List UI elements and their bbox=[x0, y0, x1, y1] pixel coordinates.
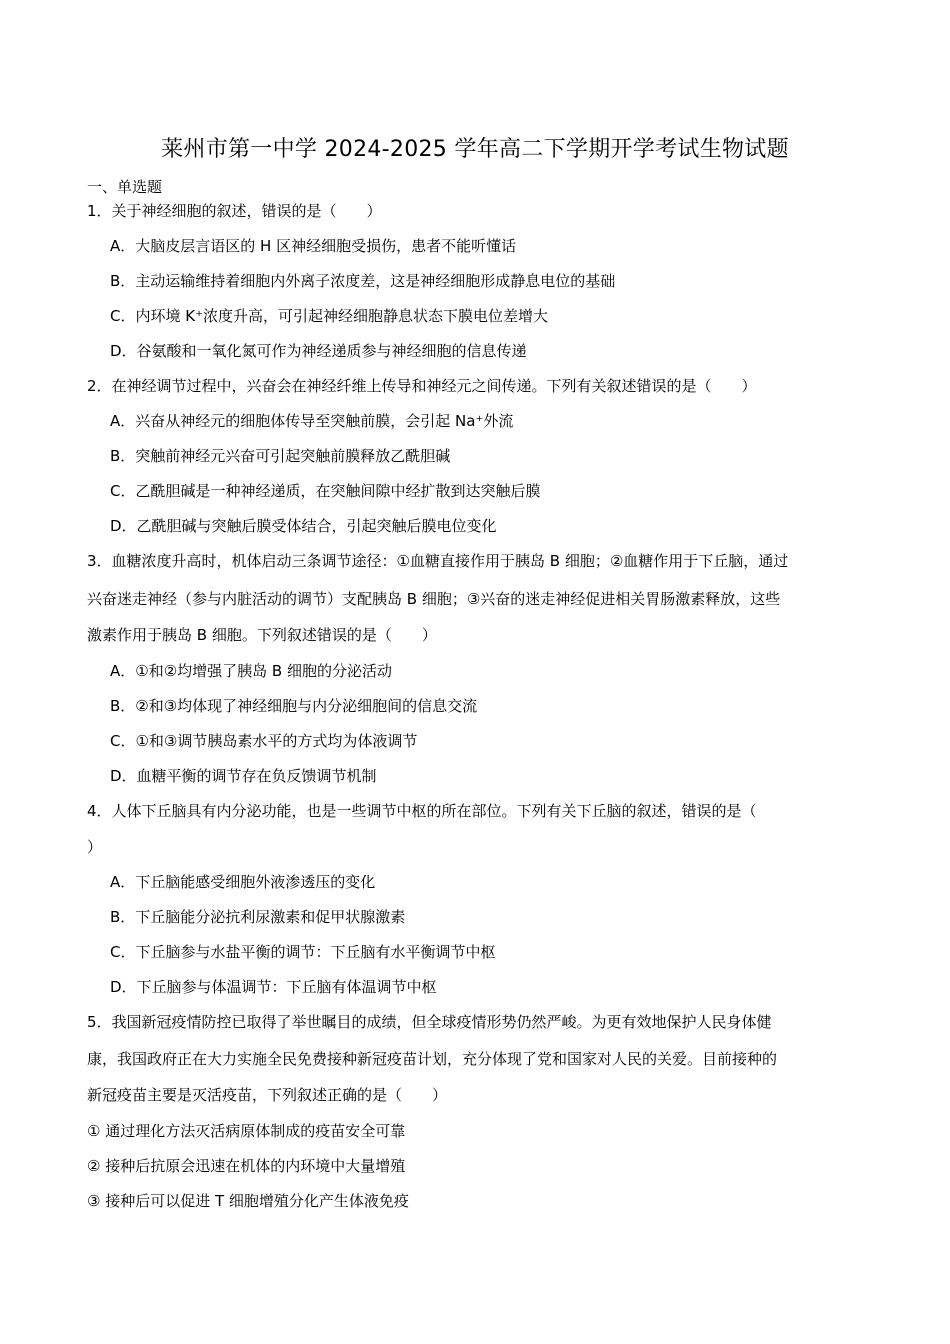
question-4-option-b: B．下丘脑能分泌抗利尿激素和促甲状腺激素 bbox=[110, 908, 406, 926]
question-2-option-a: A．兴奋从神经元的细胞体传导至突触前膜，会引起 Na⁺外流 bbox=[110, 412, 514, 430]
question-3-option-d: D．血糖平衡的调节存在负反馈调节机制 bbox=[110, 767, 377, 785]
question-1-option-c: C．内环境 K⁺浓度升高，可引起神经细胞静息状态下膜电位差增大 bbox=[110, 307, 548, 325]
question-4-option-a: A．下丘脑能感受细胞外液渗透压的变化 bbox=[110, 873, 376, 891]
question-2-option-c: C．乙酰胆碱是一种神经递质，在突触间隙中经扩散到达突触后膜 bbox=[110, 482, 541, 500]
question-1-option-a: A．大脑皮层言语区的 H 区神经细胞受损伤，患者不能听懂话 bbox=[110, 237, 517, 255]
question-4-stem-line-1: 4．人体下丘脑具有内分泌功能，也是一些调节中枢的所在部位。下列有关下丘脑的叙述，错误的是（ bbox=[87, 802, 757, 820]
question-1-stem: 1．关于神经细胞的叙述，错误的是（ ） bbox=[87, 202, 382, 220]
question-1-option-b: B．主动运输维持着细胞内外离子浓度差，这是神经细胞形成静息电位的基础 bbox=[110, 272, 616, 290]
question-2-option-b: B．突触前神经元兴奋可引起突触前膜释放乙酰胆碱 bbox=[110, 447, 451, 465]
question-3-option-b: B．②和③均体现了神经细胞与内分泌细胞间的信息交流 bbox=[110, 697, 478, 715]
question-5-stem-line-1: 5．我国新冠疫情防控已取得了举世瞩目的成绩，但全球疫情形势仍然严峻。为更有效地保护人民身体健 bbox=[87, 1013, 772, 1031]
page-title: 莱州市第一中学 2024-2025 学年高二下学期开学考试生物试题 bbox=[161, 137, 789, 162]
question-3-option-c: C．①和③调节胰岛素水平的方式均为体液调节 bbox=[110, 732, 418, 750]
question-3-option-a: A．①和②均增强了胰岛 B 细胞的分泌活动 bbox=[110, 662, 392, 680]
question-3-stem-line-3: 激素作用于胰岛 B 细胞。下列叙述错误的是（ ） bbox=[87, 626, 437, 644]
question-5-statement-3: ③ 接种后可以促进 T 细胞增殖分化产生体液免疫 bbox=[87, 1192, 409, 1210]
question-1-option-d: D．谷氨酸和一氧化氮可作为神经递质参与神经细胞的信息传递 bbox=[110, 342, 527, 360]
question-3-stem-line-2: 兴奋迷走神经（参与内脏活动的调节）支配胰岛 B 细胞；③兴奋的迷走神经促进相关胃肠激素释放，这些 bbox=[87, 590, 781, 608]
question-4-option-c: C．下丘脑参与水盐平衡的调节：下丘脑有水平衡调节中枢 bbox=[110, 943, 496, 961]
question-4-stem-line-2: ） bbox=[87, 838, 103, 856]
question-5-stem-line-3: 新冠疫苗主要是灭活疫苗，下列叙述正确的是（ ） bbox=[87, 1086, 448, 1104]
question-5-statement-1: ① 通过理化方法灭活病原体制成的疫苗安全可靠 bbox=[87, 1122, 406, 1140]
question-5-statement-2: ② 接种后抗原会迅速在机体的内环境中大量增殖 bbox=[87, 1157, 406, 1175]
question-5-stem-line-2: 康，我国政府正在大力实施全民免费接种新冠疫苗计划，充分体现了党和国家对人民的关爱。目前接种的 bbox=[87, 1050, 778, 1068]
question-3-stem-line-1: 3．血糖浓度升高时，机体启动三条调节途径：①血糖直接作用于胰岛 B 细胞；②血糖作用于下丘脑，通过 bbox=[87, 552, 789, 570]
question-2-option-d: D．乙酰胆碱与突触后膜受体结合，引起突触后膜电位变化 bbox=[110, 517, 497, 535]
question-2-stem: 2．在神经调节过程中，兴奋会在神经纤维上传导和神经元之间传递。下列有关叙述错误的是（ ） bbox=[87, 377, 757, 395]
question-4-option-d: D．下丘脑参与体温调节：下丘脑有体温调节中枢 bbox=[110, 978, 437, 996]
section-heading: 一、单选题 bbox=[87, 178, 163, 196]
